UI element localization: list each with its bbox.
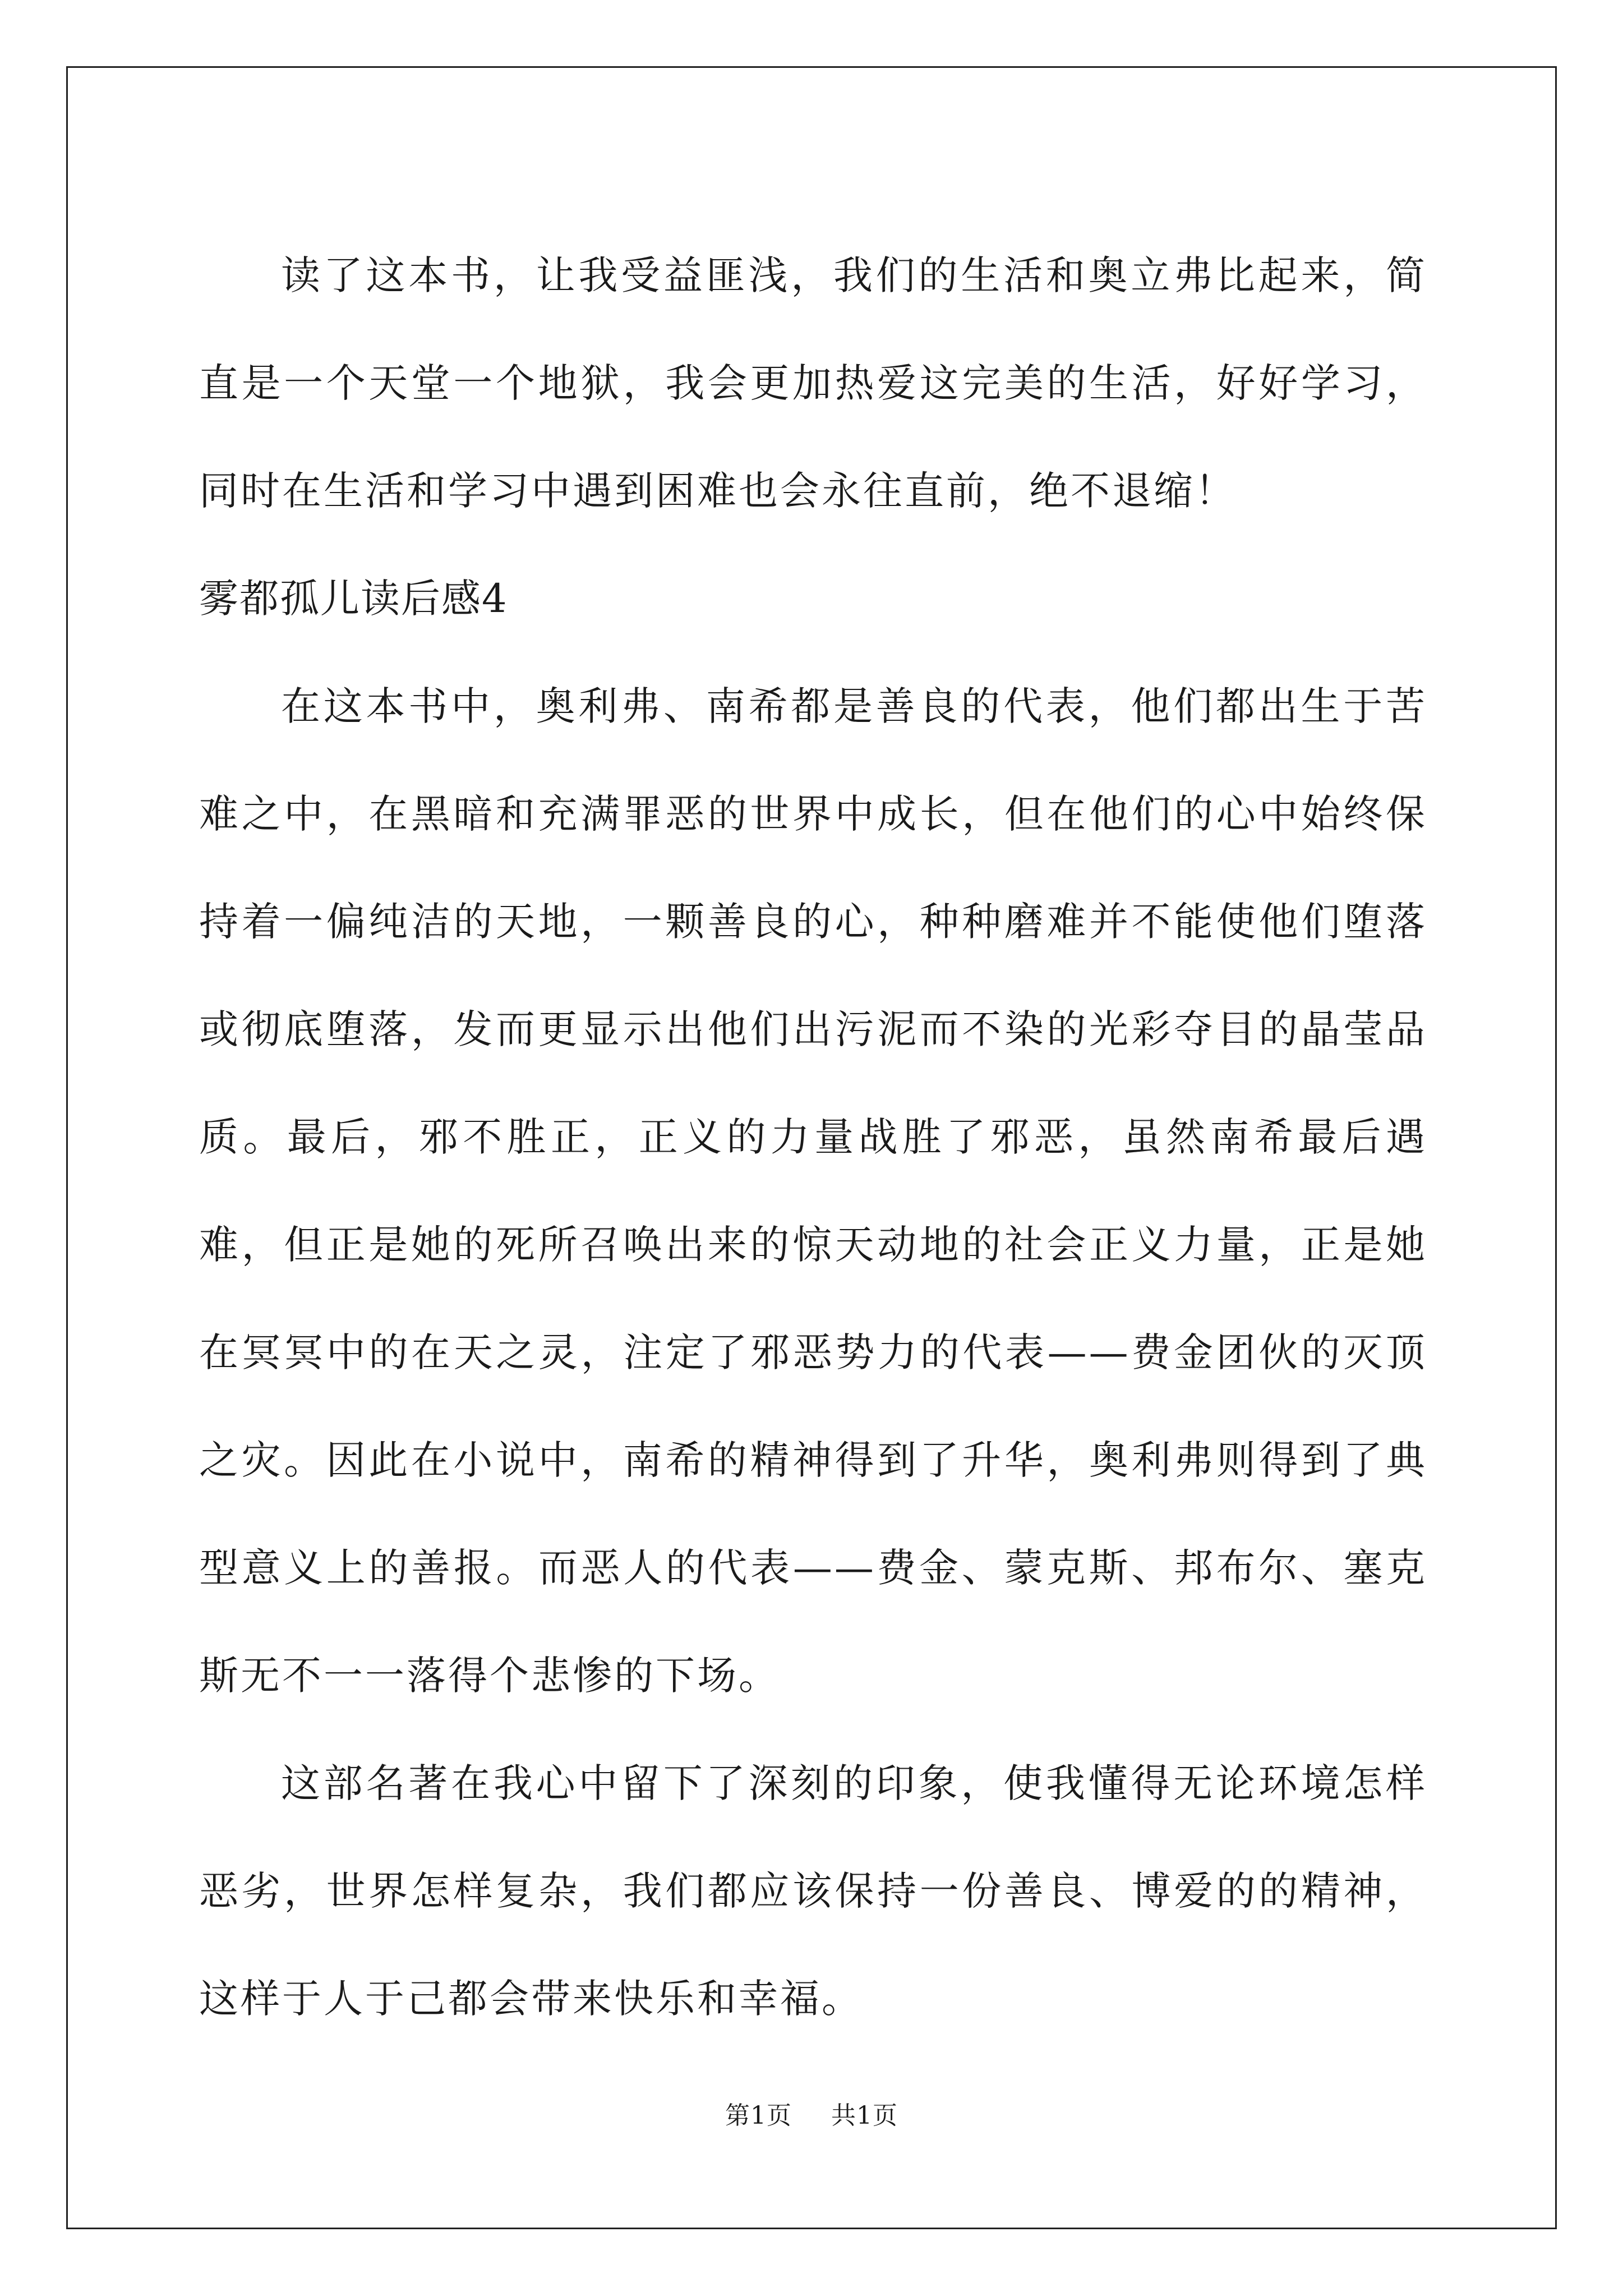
paragraph-characters-analysis: 在这本书中，奥利弗、南希都是善良的代表，他们都出生于苦难之中，在黑暗和充满罪恶的世界中成长，但在他们的心中始终保持着一偏纯洁的天地，一颗善良的心，种种磨难并不能使他们堕落或彻底堕落，发而更显示出他们出污泥而不染的光彩夺目的晶莹品质。最后，邪不胜正，正义的力量战胜了邪恶，虽然南希最后遇难，但正是她的死所召唤出来的惊天动地的社会正义力量，正是她在冥冥中的在天之灵，注定了邪恶势力的代表——费金团伙的灭顶之灾。因此在小说中，南希的精神得到了升华，奥利弗则得到了典型意义上的善报。而恶人的代表——费金、蒙克斯、邦布尔、塞克斯无不一一落得个悲惨的下场。 [199, 683, 1427, 1699]
page-number-total: 共1页 [831, 2101, 898, 2130]
document-body [199, 222, 1427, 2053]
paragraph-conclusion: 这部名著在我心中留下了深刻的印象，使我懂得无论环境怎样恶劣，世界怎样复杂，我们都应该保持一份善良、博爱的的精神，这样于人于己都会带来快乐和幸福。 [199, 1760, 1427, 2022]
page-number-current: 第1页 [725, 2101, 792, 2130]
page-footer [0, 2099, 1623, 2133]
section-heading: 雾都孤儿读后感4 [199, 576, 508, 622]
paragraph-closing-reflection: 读了这本书，让我受益匪浅，我们的生活和奥立弗比起来，简直是一个天堂一个地狱，我会更加热爱这完美的生活，好好学习，同时在生活和学习中遇到困难也会永往直前，绝不退缩！ [199, 252, 1427, 514]
